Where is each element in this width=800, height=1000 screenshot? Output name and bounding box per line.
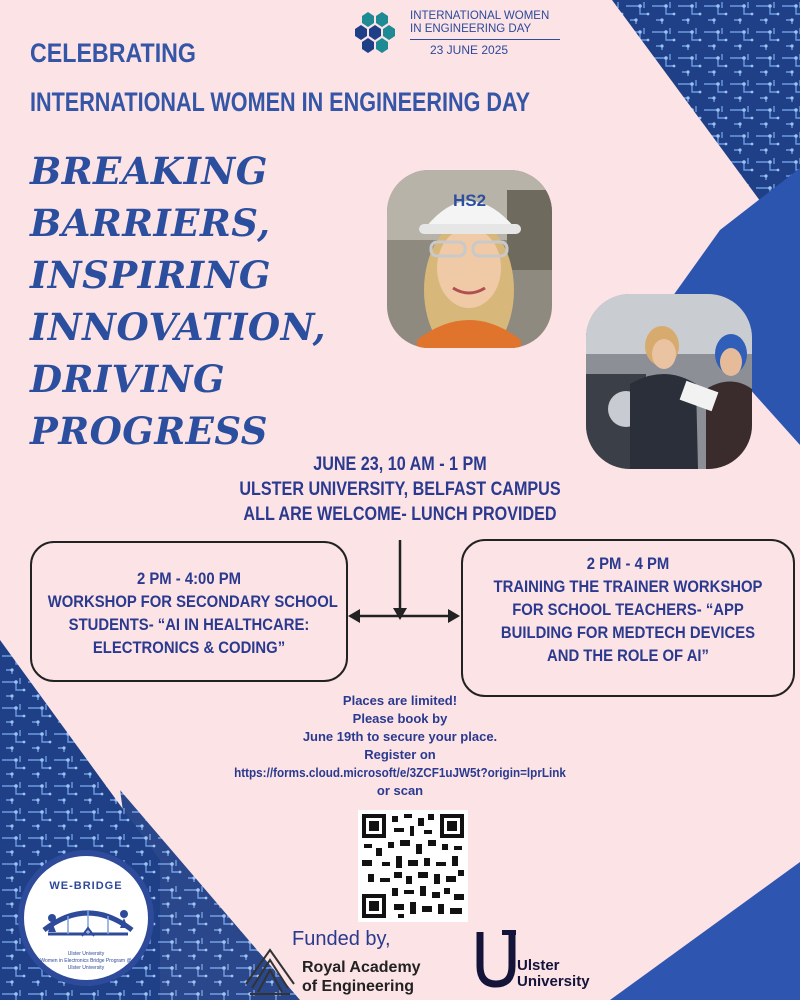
workshop-students-box (30, 541, 348, 682)
workshop-line: BUILDING FOR MEDTECH DEVICES (500, 624, 756, 642)
workshop-line: TRAINING THE TRAINER WORKSHOP (493, 578, 763, 596)
we-bridge-logo (18, 850, 154, 986)
hexagon-logo-icon (352, 10, 408, 62)
ulster-line-2: University (517, 973, 590, 990)
heading-celebrating: CELEBRATING (30, 38, 196, 68)
workshop-line: ELECTRONICS & CODING” (92, 639, 286, 657)
workshop-teachers-box (461, 539, 795, 697)
rae-line-2: of Engineering (302, 978, 414, 995)
event-where: ULSTER UNIVERSITY, BELFAST CAMPUS (239, 479, 561, 500)
registration-link[interactable]: https://forms.cloud.microsoft/e/3ZCF1uJW5t?origin=lprLink (234, 765, 566, 780)
registration-line: Register on (364, 747, 436, 762)
registration-line: Places are limited! (342, 693, 458, 708)
slogan-line: BREAKING (30, 149, 268, 193)
ulster-line-1: Ulster (517, 957, 560, 974)
badge-line-1: INTERNATIONAL WOMEN (410, 10, 550, 22)
royal-academy-logo-icon (242, 944, 298, 998)
we-bridge-subtitle (34, 951, 138, 972)
registration-line: or scan (376, 783, 424, 798)
royal-academy-text (302, 958, 421, 996)
workshop-line: STUDENTS- “AI IN HEALTHCARE: (68, 616, 310, 634)
heading-iwe-day: INTERNATIONAL WOMEN IN ENGINEERING DAY (30, 87, 531, 117)
workshop-line: FOR SCHOOL TEACHERS- “APP (512, 601, 744, 619)
slogan-line: DRIVING (30, 357, 226, 401)
blue-panel-bottom-right (610, 862, 800, 1000)
funded-by-label: Funded by, (292, 928, 391, 950)
badge-line-2: IN ENGINEERING DAY (410, 23, 532, 35)
slogan-line: PROGRESS (30, 409, 268, 453)
workshop-line: WORKSHOP FOR SECONDARY SCHOOL (47, 593, 338, 611)
helmet-label: HS2 (453, 191, 487, 210)
we-bridge-title: WE-BRIDGE (49, 880, 123, 892)
bridge-icon (38, 896, 138, 946)
workshop-line: AND THE ROLE OF AI” (547, 647, 709, 665)
badge-date: 23 JUNE 2025 (430, 43, 509, 57)
event-when: JUNE 23, 10 AM - 1 PM (313, 454, 487, 475)
photo-engineers-lab (586, 294, 752, 469)
badge-divider (410, 39, 560, 40)
ulster-university-text (517, 958, 590, 990)
rae-line-1: Royal Academy (302, 959, 421, 976)
slogan-line: BARRIERS, (30, 201, 271, 245)
event-note: ALL ARE WELCOME- LUNCH PROVIDED (243, 504, 557, 525)
slogan-line: INNOVATION, (30, 305, 326, 349)
workshop-time: 2 PM - 4:00 PM (136, 570, 241, 588)
ulster-logo-icon (474, 928, 518, 990)
workshop-time: 2 PM - 4 PM (586, 555, 670, 573)
event-details (160, 452, 640, 527)
iwe-day-badge (352, 10, 562, 66)
qr-code[interactable] (358, 810, 468, 922)
registration-line: Please book by (352, 711, 448, 726)
registration-info (200, 692, 600, 800)
registration-line: June 19th to secure your place. (302, 729, 498, 744)
slogan-line: INSPIRING (30, 253, 271, 297)
we-bridge-program: Women in Electronics Bridge Program @ Ulster University (40, 958, 132, 971)
slogan (30, 145, 390, 457)
photo-engineer-helmet (387, 170, 552, 348)
we-bridge-uni: Ulster University (67, 951, 105, 957)
